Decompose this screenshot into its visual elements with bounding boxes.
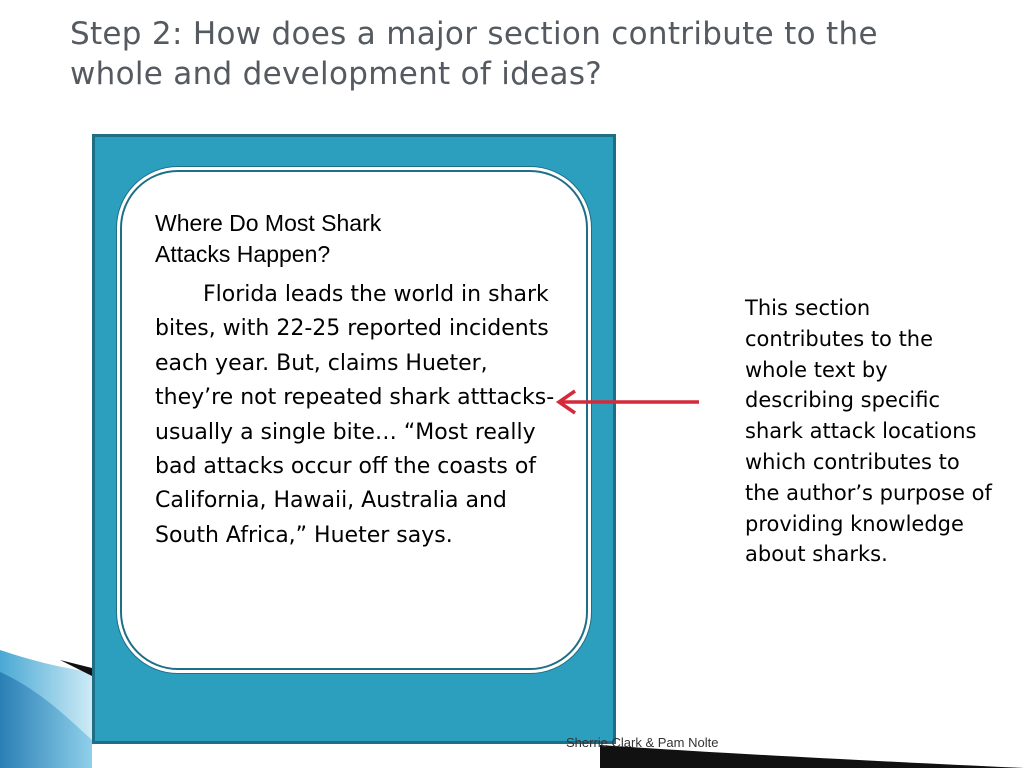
left-arrow-icon (553, 388, 703, 418)
passage-heading: Where Do Most Shark Attacks Happen? (155, 210, 382, 267)
slide-title: Step 2: How does a major section contribute to the whole and development of ideas? (70, 16, 878, 92)
passage-body: Florida leads the world in shark bites, with 22-25 reported incidents each year. But, claims Hueter, they’re not repeated shark atttacks-usually a single bite… “Most really bad attacks occur off the coasts of California, Hawaii, Australia and South Africa,” Hueter says. (155, 282, 555, 548)
callout-text: This section contributes to the whole text by describing specific shark attack locations which contributes to the author’s purpose of providing knowledge about sharks. (745, 296, 992, 567)
footer-credit: Sherrie Clark & Pam Nolte (566, 735, 719, 750)
